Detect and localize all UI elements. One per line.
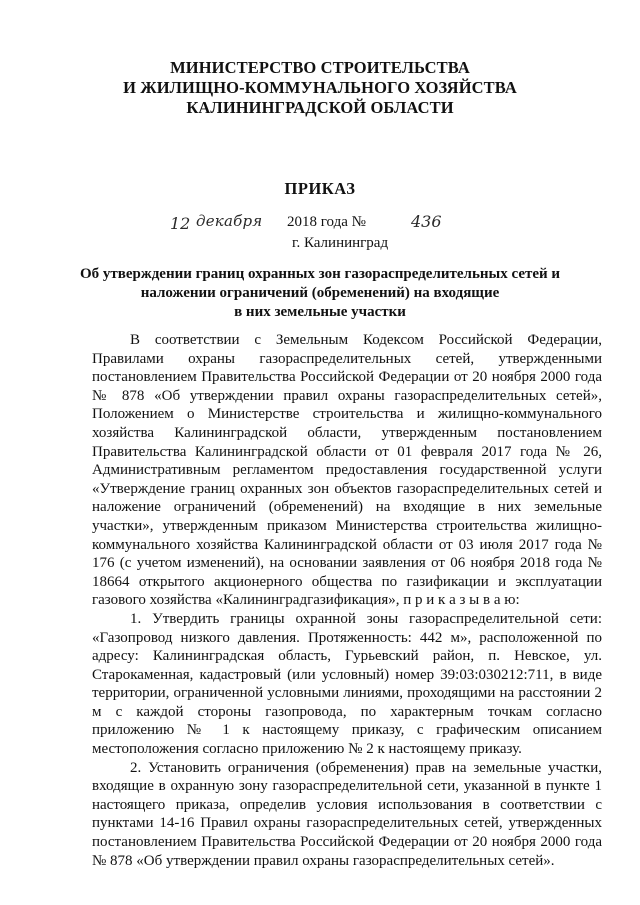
handwritten-order-number: 436 — [411, 212, 442, 231]
subject-line-3: в них земельные участки — [234, 304, 406, 320]
subject-line-1: Об утверждении границ охранных зон газораспределительных сетей и — [79, 266, 561, 282]
order-body — [92, 331, 602, 870]
ministry-heading — [0, 58, 640, 118]
item-2-paragraph: 2. Установить ограничения (обременения) прав на земельные участки, входящие в охранную зону газораспределительной сети, указанной в пункте 1 настоящего приказа, определив условия использования в соответствии с пунктами 14-16 Правил охраны газораспределительных сетей, утвержденных постановлением Правительства Российской Федерации от 20 ноября 2000 года № 878 «Об утверждении правил охраны газораспределительных сетей». — [92, 759, 602, 869]
city-line: г. Калининград — [292, 235, 389, 251]
handwritten-day: 12 — [170, 214, 191, 233]
document-type-title: ПРИКАЗ — [284, 179, 356, 198]
date-number-line — [170, 212, 470, 236]
item-1-paragraph: 1. Утвердить границы охранной зоны газораспределительной сети: «Газопровод низкого давления. Протяженность: 442 м», расположенной по адресу: Калининградская область, Гурьевский район, п. Невское, ул. Старокаменная, кадастровый (или условный) номер 39:03:030212:711, в виде территории, ограниченной условными линиями, проходящими на расстоянии 2 м с каждой стороны газопровода, по характерным точкам согласно приложению № 1 к настоящему приказу, с графическим описанием местоположения согласно приложению № 2 к настоящему приказу. — [92, 610, 602, 758]
printed-year-text: 2018 года № — [287, 214, 366, 230]
ministry-line-1: МИНИСТЕРСТВО СТРОИТЕЛЬСТВА — [170, 58, 470, 77]
preamble-paragraph: В соответствии с Земельным Кодексом Российской Федерации, Правилами охраны газораспределительных сетей, утвержденными постановлением Правительства Российской Федерации от 20 ноября 2000 года № 878 «Об утверждении правил охраны газораспределительных сетей», Положением о Министерстве строительства и жилищно-коммунального хозяйства Калининградской области, утвержденным постановлением Правительства Калининградской области от 01 февраля 2017 года № 26, Административным регламентом предоставления государственной услуги «Утверждение границ охранных зон объектов газораспределительных сетей и наложение ограничений (обременений) на входящие в них земельные участки», утвержденным приказом Министерства строительства жилищно-коммунального хозяйства Калининградской области от 03 июля 2017 года № 176 (с учетом изменений), на основании заявления от 06 ноября 2018 года № 18664 открытого акционерного общества по газификации и эксплуатации газового хозяйства «Калининградгазификация», п р и к а з ы в а ю: — [92, 332, 602, 609]
ministry-line-2: И ЖИЛИЩНО-КОММУНАЛЬНОГО ХОЗЯЙСТВА — [123, 78, 517, 97]
subject-line-2: наложении ограничений (обременений) на входящие — [140, 285, 500, 301]
order-subject — [0, 265, 640, 322]
ministry-line-3: КАЛИНИНГРАДСКОЙ ОБЛАСТИ — [186, 98, 454, 117]
handwritten-month: декабря — [196, 212, 263, 230]
